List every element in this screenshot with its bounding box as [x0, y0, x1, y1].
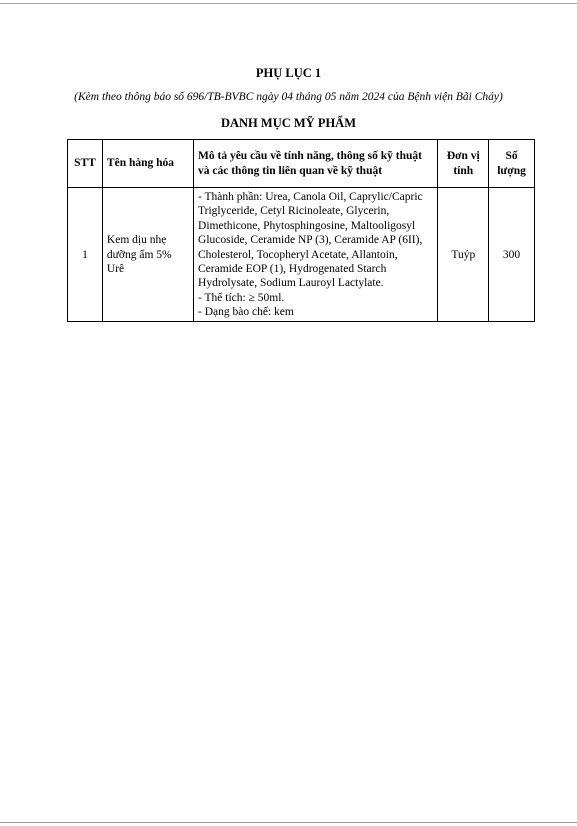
cosmetics-table — [67, 139, 535, 322]
page-bottom-border — [0, 822, 577, 823]
list-heading: DANH MỤC MỸ PHẨM — [220, 116, 357, 130]
appendix-subtitle: (Kèm theo thông báo số 696/TB-BVBC ngày 04 tháng 05 năm 2024 của Bệnh viện Bãi Cháy) — [74, 91, 503, 103]
header-name: Tên hàng hóa — [102, 140, 193, 188]
cell-unit: Tuýp — [438, 188, 489, 322]
description-volume: - Thể tích: ≥ 50ml. — [198, 291, 285, 304]
description-composition: - Thành phần: Urea, Canola Oil, Caprylic/Capric Triglyceride, Cetyl Ricinoleate, Glycerin, Dimethicone, Phytosphingosine, Maltooligosyl Glucoside, Ceramide NP (3), Ceramide AP (6II), Cholesterol, Tocopheryl Acetate, Allantoin, Ceramide EOP (1), Hydrogenated Starch Hydrolysate, Sodium Lauroyl Lactylate. — [198, 191, 423, 290]
header-quantity: Số lượng — [489, 140, 535, 188]
table-row — [68, 188, 535, 322]
description-form: - Dạng bào chế: kem — [198, 306, 294, 318]
cell-description — [194, 188, 438, 322]
page-top-border — [0, 3, 577, 4]
cell-quantity: 300 — [489, 188, 535, 322]
header-unit: Đơn vị tính — [438, 140, 489, 188]
appendix-title: PHỤ LỤC 1 — [255, 66, 322, 80]
table-header-row — [68, 140, 535, 188]
cell-name: Kem dịu nhẹ dưỡng ẩm 5% Urê — [102, 188, 193, 322]
header-description: Mô tả yêu cầu về tính năng, thông số kỹ thuật và các thông tin liên quan về kỹ thuật — [194, 140, 438, 188]
header-stt: STT — [68, 140, 103, 188]
cell-stt: 1 — [68, 188, 103, 322]
